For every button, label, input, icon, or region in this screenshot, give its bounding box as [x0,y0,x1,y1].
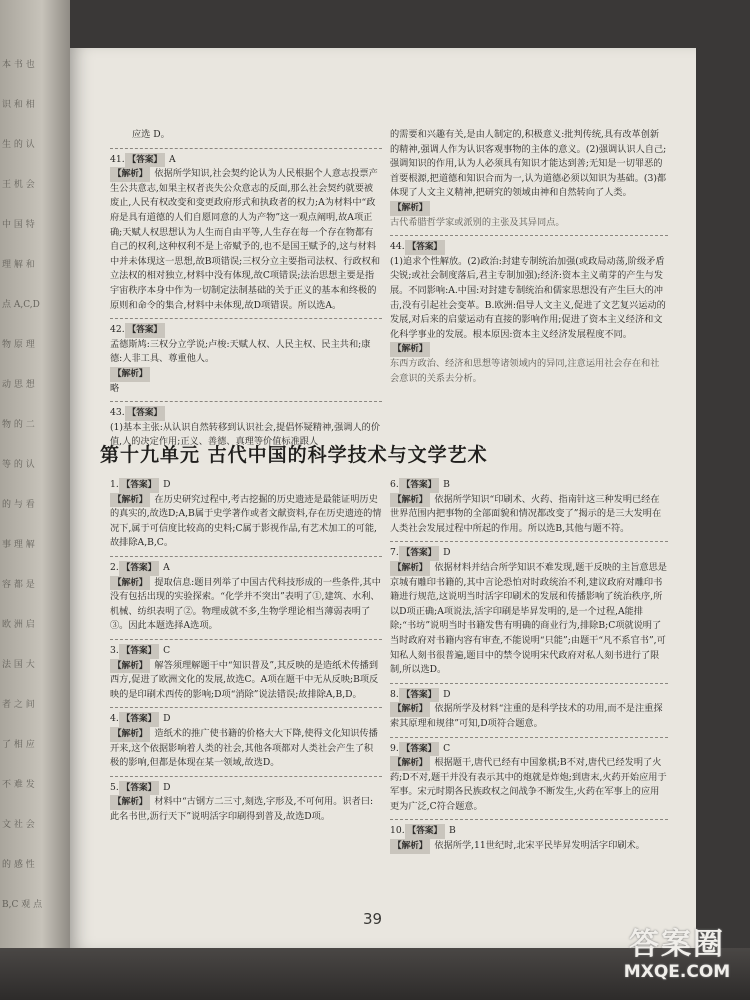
analysis-line [390,839,668,854]
answer-text: B [443,479,450,490]
answer-text: (1)追求个性解放。(2)政治:封建专制统治加强(或政局动荡,阶级矛盾尖锐;或社会制度落后,君主专制加强);经济:资本主义萌芽的产生与发展。不同影响:A.中国:对封建专制统治和儒家思想没有产生巨大的冲击,没有引起社会变革。B.欧洲:倡导人文主义,促进了文艺复兴运动的发展,对后来的启蒙运动有直接的影响作用;促进了资本主义经济和文化科学事业的发展。根本原因:资本主义经济发展程度不同。 [390,255,666,340]
analysis-42 [110,367,382,382]
analysis-41 [110,167,382,313]
facing-page-line: 事 理 解 [2,540,35,550]
answer-page [70,48,696,948]
question-43: 43. 【答案】 [110,406,382,421]
answer-line [110,561,382,576]
analysis-text: 依据材料并结合所学知识不难发现,题干反映的主旨意思是京城有雕印书籍的,其中言论恐怕对时政统治不利,建议政府对雕印书籍进行规范,这说明当时活字印刷术的发展和传播影响了统治秩序,所以D项正确;A项说法,活字印刷是毕昇发明的,是一个过程,A能排除;“书坊”说明当时书籍发售有明确的商业行为,排除B;C项就说明了当时政府对书籍内容有审查,不能说明“只能”;由题干“凡不系官书”,可知私人刻书很普遍,题目中的禁令说明宋代政府对私人刻书进行了限制,所以选D。 [390,561,667,676]
facing-page-line: 动 思 想 [2,380,35,390]
analysis-text: 古代希腊哲学家或派别的主张及其异同点。 [390,216,565,228]
facing-page-line: 识 和 相 [2,100,35,110]
divider [110,318,382,319]
facing-page-line: 理 解 和 [2,260,35,270]
divider [110,148,382,149]
answer-label: 【答案】 [125,406,165,421]
analysis-label: 【解析】 [390,702,430,717]
analysis-label: 【解析】 [110,167,150,182]
facing-page-line: 物 的 二 [2,420,35,430]
facing-page-line: 生 的 认 [2,140,35,150]
divider [110,401,382,402]
answer-text: B [449,825,456,837]
divider [110,556,382,557]
page-number: 39 [363,910,383,928]
facing-page-line: 法 国 大 [2,660,35,670]
answer-line [390,742,668,757]
analysis-43 [390,201,668,216]
answer-label: 【答案】 [119,644,159,659]
analysis-line [110,659,382,703]
analysis-line [390,493,668,537]
facing-page-line: 容 都 是 [2,580,35,590]
analysis-line [390,702,668,731]
analysis-label: 【解析】 [110,367,150,382]
facing-page-line: 欧 洲 启 [2,620,35,630]
divider [110,639,382,640]
analysis-text: 依据所学知识,社会契约论认为人民根据个人意志投票产生公共意志,如果主权者丧失公众意志的反面,那么社会契约就要被废止,人民有权改变和变更政府形式和执政者的权力;A为材料中“政府是具有道德的人们自愿同意的人为产物”这一观点阐明,故A项正确;天赋人权思想认为人生而自由平等,人生存在每一个存在物都有自己的权利,这种权利不是上帝赋予的,也不是国王赋予的,这与材料中并未体现这一思想,故B项错误;三权分立主要指司法权、行政权和立法权的相对独立,材料中没有体现,故C项错误;法治思想主要是指宇宙秩序本身中作为一切制定法制基础的关于正义的基本和终极的原则和命令的集合,材料中未体现,故D项错误。所以选A。 [110,168,381,311]
question-number: 10. [390,825,405,837]
analysis-text: 根据题干,唐代已经有中国象棋;B不对,唐代已经发明了火药;D不对,题干并没有表示其中的炮就是炸炮;到唐末,火药开始应用于军事。宋元时期各民族政权之间战争不断发生,火药在军事上的应用更为广泛,C符合题意。 [390,757,667,812]
analysis-label: 【解析】 [110,727,150,742]
question-item [110,776,382,825]
analysis-label: 【解析】 [390,561,430,576]
divider [390,819,668,820]
answer-label: 【答案】 [399,478,439,493]
analysis-label: 【解析】 [110,493,150,508]
answer-line [110,644,382,659]
analysis-label: 【解析】 [110,576,150,591]
question-item [390,737,668,815]
question-item [390,819,668,853]
facing-page-line: 王 机 会 [2,180,35,190]
answer-text: C [443,742,451,754]
question-item [110,478,382,551]
divider [390,541,668,542]
question-item [390,541,668,677]
question-number: 2. [110,561,119,573]
question-item [110,639,382,702]
facing-page-line: 等 的 认 [2,460,35,470]
answer-label: 【答案】 [405,824,445,839]
facing-page-line: 点 A,C,D [2,300,40,310]
watermark-url: MXQE.COM [623,962,731,982]
analysis-line [390,561,668,678]
answer-label: 【答案】 [119,781,159,796]
question-item [390,683,668,732]
answer-line [110,478,382,493]
analysis-text: 解答须理解题干中“知识普及”,其反映的是造纸术传播到西方,促进了欧洲文化的发展,故选C。A项在题干中无从反映;B项反映的是印刷术西传的影响;D项“消除”说法错误;故排除A,B,D。 [110,659,379,700]
question-41: 41. 【答案】 A [110,153,382,168]
divider [390,235,668,236]
analysis-text: 在历史研究过程中,考古挖掘的历史遗迹是最能证明历史的真实的,故选D;A,B属于史学著作或者文献资料,存在历史遗迹的情况下,属于可信度比较高的史料;C属于影视作品,有艺术加工的可能,故排除A,B,C。 [110,493,382,549]
answer-label: 【答案】 [119,561,159,576]
facing-page-edge [0,0,70,1000]
answer-text: A [169,153,176,165]
answer-text: D [443,547,451,559]
analysis-text: 依据所学知识“印刷术、火药、指南针这三种发明已经在世界范围内把事物的全部面貌和情况都改变了”揭示的是三大发明在人类社会发展过程中所起的作用。所以选B,其他与题不符。 [390,493,662,534]
answer-line [390,546,668,561]
facing-page-line: B,C 观 点 [2,900,43,910]
answer-text: D [163,781,171,793]
watermark-logo-text: 答案圈 [629,927,725,962]
facing-page-line: 了 相 应 [2,740,35,750]
lower-right-column [390,474,668,854]
answer-text: D [443,688,451,700]
analysis-text: 依据所学及材料“注重的是科学技术的功用,而不是注重探索其原理和规律”可知,D项符合题意。 [390,703,663,729]
question-number: 3. [110,644,119,656]
facing-page-line: 的 与 看 [2,500,35,510]
question-number: 8. [390,688,399,700]
answer-label: 【答案】 [119,478,159,493]
answer-tail: 应选 D。 [132,129,170,140]
analysis-label: 【解析】 [390,756,430,771]
site-watermark [617,928,737,988]
facing-page-line: 不 难 发 [2,780,35,790]
analysis-text: 材料中“古钢方二三寸,刻选,字形及,不可何用。识者曰:此名书世,沥行天下”说明活字印刷得到普及,故选D项。 [110,796,374,822]
analysis-label: 【解析】 [390,493,430,508]
upper-left-column [110,128,382,450]
facing-page-line: 者 之 间 [2,700,35,710]
answer-line [390,824,668,839]
answer-label: 【答案】 [399,546,439,561]
analysis-line [110,576,382,634]
answer-label: 【答案】 [125,323,165,338]
answer-label: 【答案】 [399,742,439,757]
analysis-label: 【解析】 [110,659,150,674]
answer-text: C [163,644,171,656]
facing-page-line: 的 感 性 [2,860,35,870]
answer-label: 【答案】 [119,712,159,727]
analysis-text: 略 [110,382,120,394]
question-44: 44. 【答案】 [390,240,668,255]
answer-text: D [163,713,171,725]
answer-text: D [163,479,171,490]
question-item [110,707,382,770]
analysis-label: 【解析】 [390,839,430,854]
question-number: 9. [390,742,399,754]
divider [110,776,382,777]
divider [110,707,382,708]
answer-text: 孟德斯鸠:三权分立学说;卢梭:天赋人权、人民主权、民主共和;康德:人非工具、尊重他人。 [110,338,371,365]
lower-left-column [110,474,382,824]
question-number: 6. [390,479,399,490]
analysis-44 [390,342,668,357]
answer-text: (1)基本主张:从认识自然转移到认识社会,提倡怀疑精神,强调人的价值,人的决定作用;正义、善德、真理等价值标准跟人 [110,421,381,448]
facing-page-line: 物 原 理 [2,340,35,350]
answer-line [110,712,382,727]
question-42: 42. 【答案】 [110,323,382,338]
question-number: 1. [110,479,119,490]
facing-page-line: 本 书 也 [2,60,35,70]
analysis-label: 【解析】 [390,201,430,216]
facing-page-line: 中 国 特 [2,220,35,230]
analysis-text: 依据所学,11世纪时,北宋平民毕昇发明活字印刷术。 [434,840,645,852]
answer-line [390,688,668,703]
analysis-line [390,756,668,814]
answer-line [390,478,668,493]
answer-text: A [163,561,170,573]
analysis-text: 提取信息:题目列举了中国古代科技形成的一些条件,其中没有包括出现的实验探索。“化学并不突出”表明了①,建筑、水利、机械、纺织表明了②。物理成就不多,生物学理论相当薄弱表明了③。因此本题选择A选项。 [110,576,381,632]
question-item [110,556,382,634]
analysis-line [110,727,382,771]
facing-page-line: 文 社 会 [2,820,35,830]
unit-title: 第十九单元 古代中国的科学技术与文学艺术 [100,444,488,466]
answer-label: 【答案】 [399,688,439,703]
analysis-text: 造纸术的推广使书籍的价格大大下降,使得文化知识传播开来,这个依据影响着人类的社会,其他各项都对人类社会产生了积极的影响,但都是体现在某一领域,故选D。 [110,727,378,769]
answer-continued: 的需要和兴趣有关,是由人制定的,积极意义:批判传统,具有改革创新的精神,强调人作为认识客观事物的主体的意义。(2)强调认识人自己;强调知识的作用,认为人必须具有知识才能达到善;无知是一切罪恶的首要根源,把道德和知识合而为一,认为道德必须以知识为基础。(3)都体现了人文主义精神,把研究的领域由神和自然转向了人类。 [390,129,667,199]
upper-right-column [390,128,668,386]
analysis-text: 东西方政治、经济和思想等诸领域内的异同,注意运用社会存在和社会意识的关系去分析。 [390,357,660,384]
question-number: 4. [110,713,119,725]
divider [390,737,668,738]
divider [390,683,668,684]
analysis-label: 【解析】 [110,795,150,810]
question-item [390,478,668,536]
analysis-line [110,493,382,551]
question-number: 7. [390,547,399,559]
answer-label: 【答案】 [125,153,165,168]
analysis-line [110,795,382,824]
question-number: 5. [110,781,119,793]
answer-label: 【答案】 [405,240,445,255]
answer-line [110,781,382,796]
analysis-label: 【解析】 [390,342,430,357]
